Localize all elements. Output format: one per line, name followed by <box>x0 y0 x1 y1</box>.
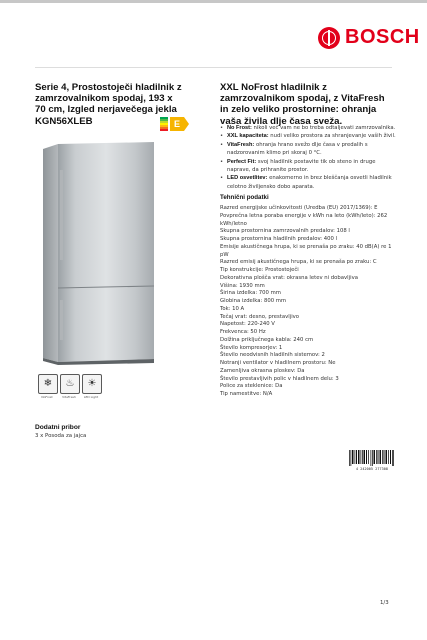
page-number: 1/3 <box>380 600 389 606</box>
spec-row: Število kompresorjev: 1 <box>220 344 283 351</box>
feature-item: • LED osvetlitev: enakomerno in brez bleščanja osvetli hladilnik celotno živiljensko dobo aparata. <box>220 174 400 191</box>
product-image <box>38 140 168 365</box>
spec-row: Tok: 10 A <box>220 305 245 312</box>
accessories-title: Dodatni pribor <box>35 424 81 431</box>
feature-item: • No Frost: nikoli več vam ne bo treba odtaljevati zamrzovalnika. <box>220 124 400 132</box>
header-divider <box>35 67 392 68</box>
feature-item: • Perfect Fit: svoj hladilnik postavite tik ob steno in druge naprave, da prihranite prostor. <box>220 158 400 175</box>
product-title: Serie 4, Prostostoječi hladilnik z zamrzovalnikom spodaj, 193 x 70 cm, Izgled nerjavečega jekla KGN56XLEB <box>35 82 182 127</box>
spec-row: Napetost: 220-240 V <box>220 321 275 328</box>
spec-row: Globina izdelka: 800 mm <box>220 298 287 304</box>
accessory-item: 3 x Posoda za jajca <box>35 433 87 439</box>
spec-row: Razred emisij akustičnega hrupa, ki se prenaša po zraku: C <box>220 259 377 266</box>
top-rule <box>0 0 427 3</box>
vitafresh-icon: ♨ <box>60 374 80 394</box>
spec-row: Emisije akustičnega hrupa, ki se prenaša po zraku: 40 dB(A) re 1 pW <box>220 243 394 258</box>
nofrost-icon: ❄ <box>38 374 58 394</box>
spec-row: Skupna prostornina hladilnih predalov: 400 l <box>220 236 338 242</box>
spec-row: Razred energijske učinkovitosti (Uredba (EU) 2017/1369): E <box>220 205 378 211</box>
energy-class-badge: E <box>170 117 184 131</box>
tech-specs-title: Tehnični podatki <box>220 194 269 201</box>
spec-row: Frekvenca: 50 Hz <box>220 329 266 335</box>
spec-row: Notranji ventilator v hladilnem prostoru: Ne <box>220 360 336 366</box>
spec-row: Tečaj vrat: desno, prestavljivo <box>220 313 300 320</box>
nofrost-label: NoFrost <box>41 395 53 399</box>
product-headline: XXL NoFrost hladilnik z zamrzovalnikom spodaj, z VitaFresh in zelo veliko prostornine: ohranja vaša živila dlje časa sveža. <box>220 82 385 127</box>
vitafresh-label: VitaFresh <box>62 395 76 399</box>
bosch-armature-icon <box>318 27 340 49</box>
spec-row: Število prestavljivih polic v hladilnem delu: 3 <box>220 375 339 382</box>
spec-row: Tip namestitve: N/A <box>220 391 273 397</box>
spec-row: Število neodvisnih hladilnih sistemov: 2 <box>220 352 325 359</box>
spec-row: Dolžina priključnega kabla: 240 cm <box>220 336 314 343</box>
brand-name: BOSCH <box>345 26 420 48</box>
spec-row: Višina: 1930 mm <box>220 282 265 289</box>
feature-list <box>220 124 400 191</box>
spec-row: Police za steklenice: Da <box>220 383 283 390</box>
spec-row: Zamenljiva okrasna ploskev: Da <box>220 367 305 374</box>
feature-item: • XXL kapaciteta: nudi veliko prostora za shranjevanje vaših živil. <box>220 132 400 140</box>
spec-row: Dekorativna plošča vrat: okrasna letev ni dobavljiva <box>220 274 358 281</box>
spec-row: Širina izdelka: 700 mm <box>220 290 281 297</box>
spec-row: Povprečna letna poraba energije v kWh na leto (kWh/leto): 262 kWh/letno <box>220 212 389 227</box>
feature-item: • VitaFresh: ohranja hrano svežo dlje časa v predalih s nadzorovanim klimo pri skoraj 0 °C. <box>220 141 400 158</box>
bosch-logo <box>318 26 420 49</box>
barcode-digits: 4 242005 277308 <box>355 467 389 471</box>
energy-label <box>160 117 186 131</box>
energy-scale-icon <box>160 117 168 131</box>
led-light-label: LED Light <box>83 395 99 399</box>
spec-row: Skupna prostornina zamrzovalnih predalov: 108 l <box>220 228 350 235</box>
led-light-icon: ☀ <box>82 374 102 394</box>
tech-specs-list <box>220 205 400 399</box>
barcode-icon <box>349 450 394 466</box>
spec-row: Tip konstrukcije: Prostostoječi <box>220 267 299 273</box>
